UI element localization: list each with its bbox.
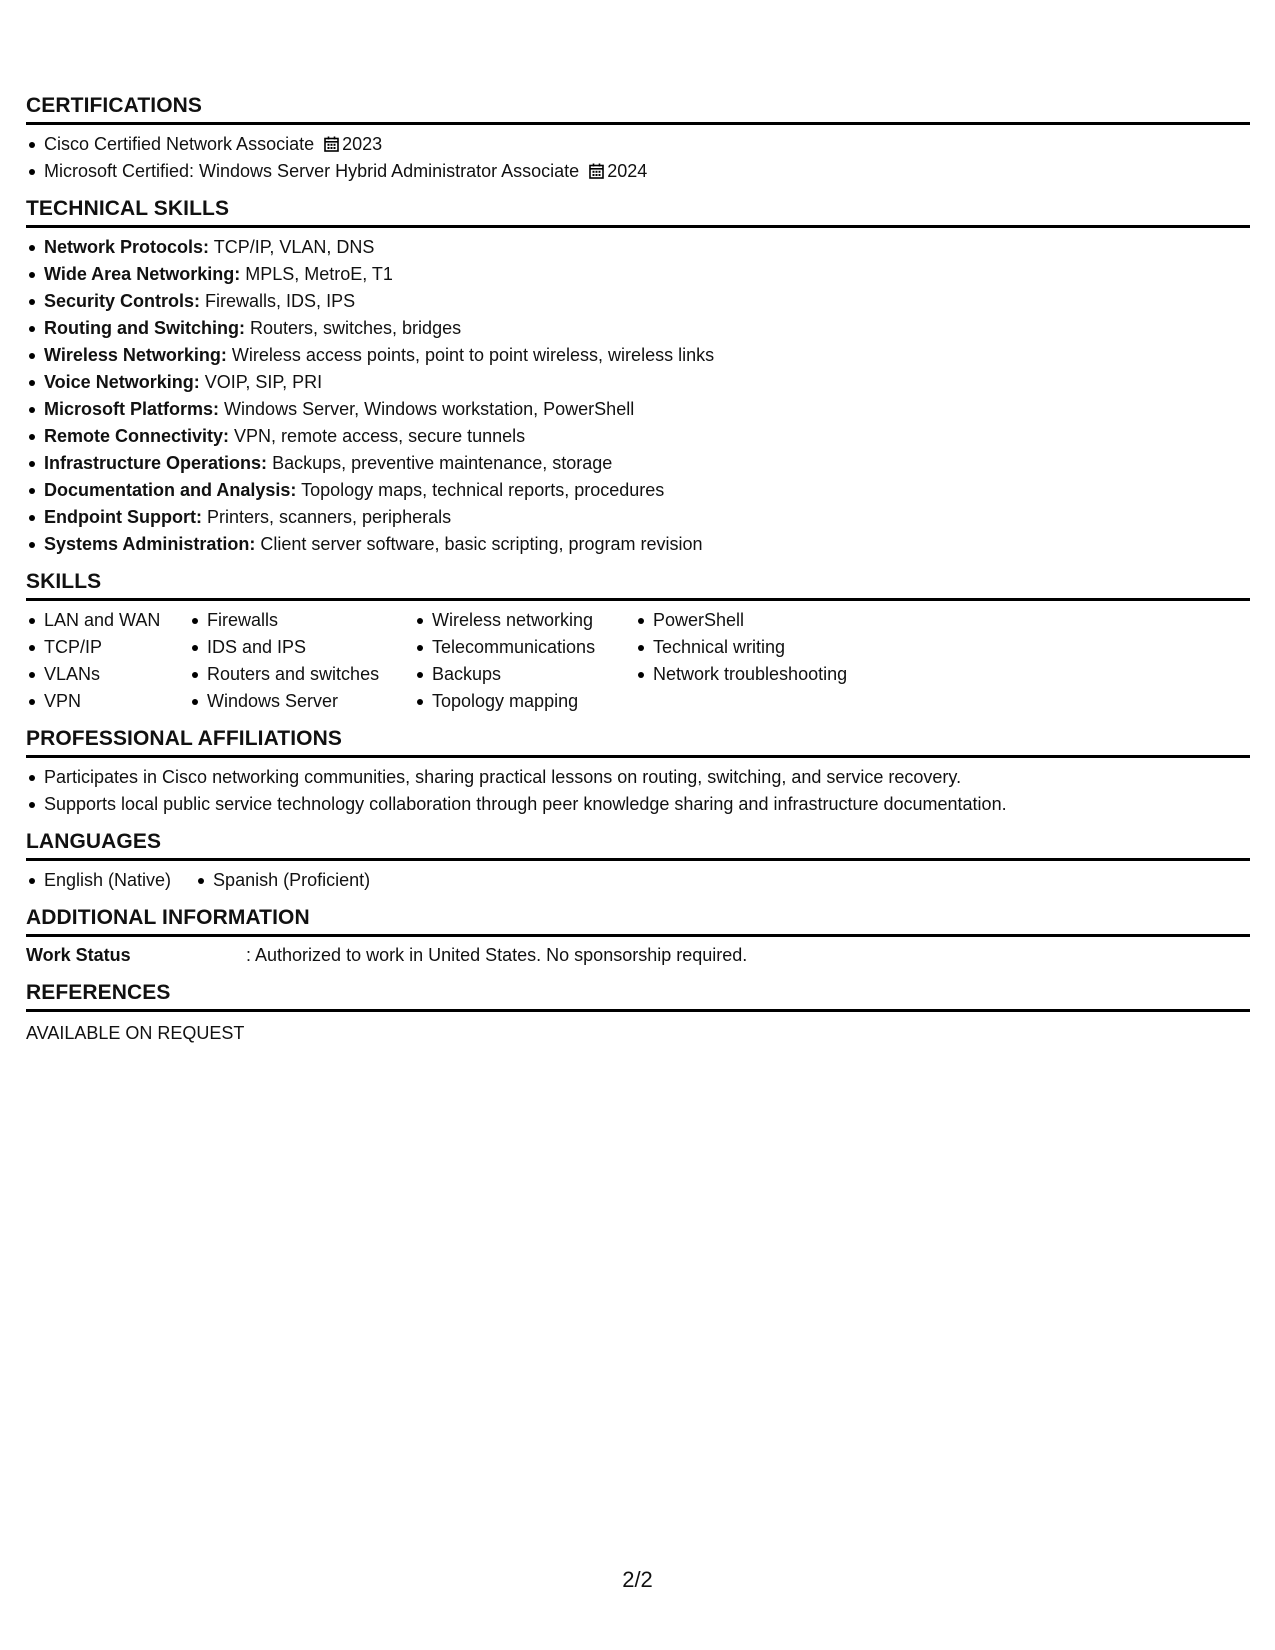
additional-info-section — [26, 906, 1250, 969]
technical-skill-label: Microsoft Platforms: — [44, 399, 220, 419]
technical-skill-value: Windows Server, Windows workstation, PowerShell — [224, 399, 635, 419]
affiliations-list — [26, 764, 1250, 818]
skill-item: Routers and switches — [207, 661, 414, 688]
language-item: Spanish (Proficient) — [213, 867, 370, 894]
technical-skill-label: Endpoint Support: — [44, 507, 202, 527]
technical-skill-value: MPLS, MetroE, T1 — [245, 264, 393, 284]
technical-skill-value: VPN, remote access, secure tunnels — [234, 426, 526, 446]
technical-skill-label: Wireless Networking: — [44, 345, 227, 365]
skill-item: VPN — [44, 688, 189, 715]
affiliations-section — [26, 727, 1250, 818]
languages-section — [26, 830, 1250, 894]
certification-name: Microsoft Certified: Windows Server Hybrid Administrator Associate — [44, 161, 580, 181]
technical-skill-item — [44, 342, 1250, 369]
certifications-list — [26, 131, 1250, 185]
skill-item: Network troubleshooting — [653, 661, 913, 688]
technical-skill-item — [44, 234, 1250, 261]
technical-skill-label: Infrastructure Operations: — [44, 453, 268, 473]
skills-column — [189, 607, 414, 715]
technical-skill-value: Printers, scanners, peripherals — [206, 507, 452, 527]
technical-skill-label: Documentation and Analysis: — [44, 480, 297, 500]
technical-skill-label: Remote Connectivity: — [44, 426, 230, 446]
work-status-row — [26, 942, 1250, 969]
certification-year: 2023 — [342, 134, 383, 154]
technical-skill-label: Voice Networking: — [44, 372, 200, 392]
languages-list — [26, 867, 1250, 894]
skill-item: Telecommunications — [432, 634, 635, 661]
technical-skills-section — [26, 197, 1250, 558]
affiliation-item: Supports local public service technology collaboration through peer knowledge sharing and infrastructure documentation. — [44, 791, 1250, 818]
technical-skill-item — [44, 477, 1250, 504]
page-number: 2/2 — [622, 1567, 653, 1592]
skill-item: Topology mapping — [432, 688, 635, 715]
additional-info-heading: ADDITIONAL INFORMATION — [26, 906, 1250, 937]
skill-item: Windows Server — [207, 688, 414, 715]
skill-item: Firewalls — [207, 607, 414, 634]
references-text: AVAILABLE ON REQUEST — [26, 1023, 245, 1043]
certification-item — [44, 158, 1250, 185]
certification-name: Cisco Certified Network Associate — [44, 134, 315, 154]
technical-skill-item — [44, 423, 1250, 450]
skill-item: Wireless networking — [432, 607, 635, 634]
technical-skill-label: Network Protocols: — [44, 237, 210, 257]
technical-skill-value: Firewalls, IDS, IPS — [205, 291, 356, 311]
technical-skill-label: Routing and Switching: — [44, 318, 245, 338]
technical-skill-item — [44, 315, 1250, 342]
skill-item: TCP/IP — [44, 634, 189, 661]
technical-skill-label: Security Controls: — [44, 291, 201, 311]
technical-skill-value: VOIP, SIP, PRI — [204, 372, 323, 392]
skill-item: Technical writing — [653, 634, 913, 661]
technical-skill-item — [44, 396, 1250, 423]
affiliation-item: Participates in Cisco networking communities, sharing practical lessons on routing, switching, and service recovery. — [44, 764, 1250, 791]
skill-item: LAN and WAN — [44, 607, 189, 634]
calendar-icon — [324, 136, 339, 152]
work-status-label: Work Status — [26, 945, 131, 965]
technical-skill-item — [44, 504, 1250, 531]
language-item: English (Native) — [44, 867, 171, 894]
technical-skill-item — [44, 450, 1250, 477]
skill-item: Backups — [432, 661, 635, 688]
technical-skill-label: Systems Administration: — [44, 534, 256, 554]
skill-item: PowerShell — [653, 607, 913, 634]
references-section — [26, 981, 1250, 1047]
skills-column — [414, 607, 635, 715]
technical-skill-item — [44, 531, 1250, 558]
skills-grid — [26, 607, 1250, 715]
technical-skill-item — [44, 288, 1250, 315]
skills-column — [26, 607, 189, 715]
languages-heading: LANGUAGES — [26, 830, 1250, 861]
technical-skills-heading: TECHNICAL SKILLS — [26, 197, 1250, 228]
resume-page — [26, 94, 1250, 1059]
skills-section — [26, 570, 1250, 715]
certification-year: 2024 — [607, 161, 648, 181]
certification-item — [44, 131, 1250, 158]
skill-item: VLANs — [44, 661, 189, 688]
technical-skills-list — [26, 234, 1250, 558]
skills-column — [635, 607, 913, 715]
technical-skill-value: TCP/IP, VLAN, DNS — [213, 237, 375, 257]
technical-skill-label: Wide Area Networking: — [44, 264, 241, 284]
technical-skill-item — [44, 261, 1250, 288]
skill-item: IDS and IPS — [207, 634, 414, 661]
technical-skill-value: Topology maps, technical reports, procedures — [301, 480, 665, 500]
certifications-section — [26, 94, 1250, 185]
technical-skill-value: Client server software, basic scripting, program revision — [260, 534, 703, 554]
skills-heading: SKILLS — [26, 570, 1250, 601]
technical-skill-value: Backups, preventive maintenance, storage — [272, 453, 613, 473]
calendar-icon — [589, 163, 604, 179]
work-status-value: : Authorized to work in United States. No sponsorship required. — [246, 945, 748, 965]
technical-skill-value: Routers, switches, bridges — [250, 318, 462, 338]
technical-skill-value: Wireless access points, point to point wireless, wireless links — [231, 345, 715, 365]
technical-skill-item — [44, 369, 1250, 396]
certifications-heading: CERTIFICATIONS — [26, 94, 1250, 125]
affiliations-heading: PROFESSIONAL AFFILIATIONS — [26, 727, 1250, 758]
references-heading: REFERENCES — [26, 981, 1250, 1012]
